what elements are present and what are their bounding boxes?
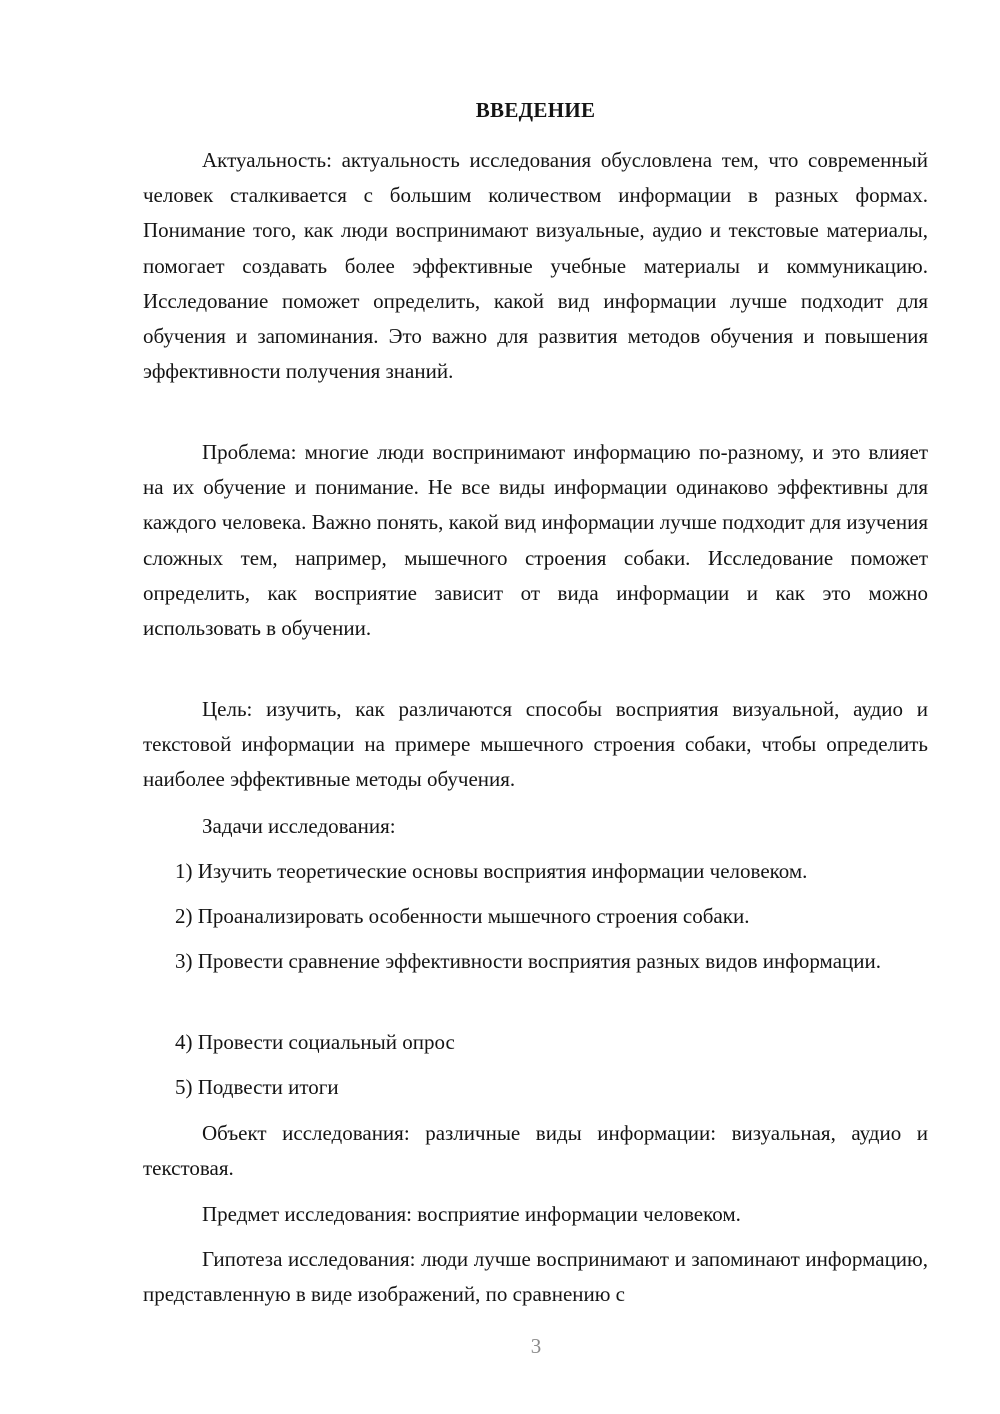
object-paragraph: Объект исследования: различные виды информации: визуальная, аудио и текстовая. [143,1121,928,1181]
task-item-3: 3) Провести сравнение эффективности восприятия разных видов информации. [175,949,881,973]
subject-paragraph: Предмет исследования: восприятие информации человеком. [202,1202,741,1226]
relevance-paragraph: Актуальность: актуальность исследования обусловлена тем, что современный человек сталкивается с большим количеством информации в разных формах. Понимание того, как люди воспринимают визуальные, аудио и текстовые материалы, помогает создавать более эффективные учебные материалы и коммуникацию. Исследование поможет определить, какой вид информации лучше подходит для обучения и запоминания. Это важно для развития методов обучения и повышения эффективности получения знаний. [143,148,928,384]
problem-paragraph: Проблема: многие люди воспринимают информацию по-разному, и это влияет на их обучение и понимание. Не все виды информации одинаково эффективны для каждого человека. Важно понять, какой вид информации лучше подходит для изучения сложных тем, например, мышечного строения собаки. Исследование поможет определить, как восприятие зависит от вида информации и как это можно использовать в обучении. [143,440,928,641]
tasks-heading: Задачи исследования: [202,814,396,838]
task-item-4: 4) Провести социальный опрос [175,1030,455,1054]
page-number: 3 [530,1334,542,1358]
task-item-1: 1) Изучить теоретические основы восприятия информации человеком. [175,859,808,883]
task-item-5: 5) Подвести итоги [175,1075,339,1099]
goal-paragraph: Цель: изучить, как различаются способы восприятия визуальной, аудио и текстовой информации на примере мышечного строения собаки, чтобы определить наиболее эффективные методы обучения. [143,697,928,792]
section-title: ВВЕДЕНИЕ [475,98,596,122]
hypothesis-paragraph: Гипотеза исследования: люди лучше воспринимают и запоминают информацию, представленную в виде изображений, по сравнению с [143,1247,928,1307]
task-item-2: 2) Проанализировать особенности мышечного строения собаки. [175,904,750,928]
